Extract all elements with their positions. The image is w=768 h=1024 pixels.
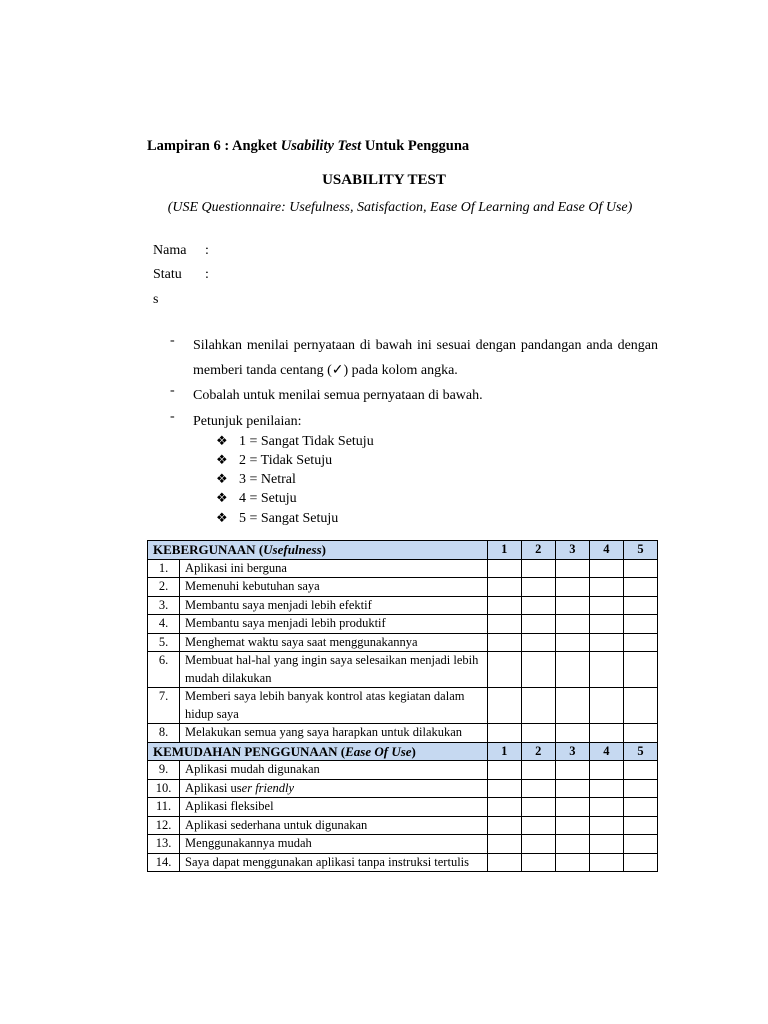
rating-cell[interactable] (521, 633, 555, 652)
document-subtitle: (USE Questionnaire: Usefulness, Satisfaction, Ease Of Learning and Ease Of Use) (167, 200, 633, 215)
statement-text: Membantu saya menjadi lebih efektif (185, 597, 372, 612)
instruction-text: Petunjuk penilaian: (193, 414, 302, 429)
diamond-bullet-icon: ❖ (216, 510, 228, 525)
rating-cell[interactable] (521, 688, 555, 724)
item-statement (180, 779, 488, 798)
table-row (148, 652, 658, 688)
scale-header: 4 (589, 742, 623, 761)
rating-cell[interactable] (521, 761, 555, 780)
rating-cell[interactable] (521, 835, 555, 854)
item-statement (180, 578, 488, 597)
rating-cell[interactable] (589, 559, 623, 578)
appendix-heading: Lampiran 6 : Angket Usability Test Untuk Pengguna (147, 138, 470, 154)
item-statement (180, 761, 488, 780)
table-row (148, 816, 658, 835)
table-row (148, 578, 658, 597)
rating-cell[interactable] (555, 559, 589, 578)
item-number: 4. (148, 615, 180, 634)
rating-cell[interactable] (589, 615, 623, 634)
rating-cell[interactable] (487, 652, 521, 688)
instruction-text: Cobalah untuk menilai semua pernyataan di bawah. (193, 388, 483, 403)
rating-cell[interactable] (555, 652, 589, 688)
scale-header: 1 (487, 742, 521, 761)
item-number: 14. (148, 853, 180, 872)
scale-text: 4 = Setuju (239, 491, 297, 506)
table-row (148, 615, 658, 634)
item-statement (180, 559, 488, 578)
scale-header: 3 (555, 541, 589, 560)
rating-cell[interactable] (555, 835, 589, 854)
rating-cell[interactable] (623, 761, 657, 780)
item-statement (180, 688, 488, 724)
rating-cell[interactable] (589, 633, 623, 652)
statement-text: Melakukan semua yang saya harapkan untuk dilakukan (185, 725, 463, 739)
section-title (148, 742, 488, 761)
rating-cell[interactable] (623, 688, 657, 724)
rating-cell[interactable] (589, 578, 623, 597)
rating-cell[interactable] (623, 578, 657, 597)
rating-cell[interactable] (555, 578, 589, 597)
rating-cell[interactable] (555, 779, 589, 798)
rating-cell[interactable] (521, 724, 555, 743)
item-statement (180, 652, 488, 688)
rating-cell[interactable] (589, 652, 623, 688)
item-number: 10. (148, 779, 180, 798)
rating-cell[interactable] (487, 816, 521, 835)
statement-italic: er friendly (241, 780, 295, 795)
rating-cell[interactable] (487, 559, 521, 578)
diamond-bullet-icon: ❖ (216, 490, 228, 505)
rating-cell[interactable] (521, 615, 555, 634)
rating-cell[interactable] (623, 559, 657, 578)
item-number: 9. (148, 761, 180, 780)
item-number: 3. (148, 596, 180, 615)
rating-cell[interactable] (623, 724, 657, 743)
scale-text: 5 = Sangat Setuju (239, 511, 339, 526)
diamond-bullet-icon: ❖ (216, 471, 228, 486)
scale-text: 2 = Tidak Setuju (239, 453, 333, 468)
rating-cell[interactable] (487, 724, 521, 743)
rating-cell[interactable] (487, 688, 521, 724)
document-title: USABILITY TEST (322, 172, 446, 188)
item-statement (180, 835, 488, 854)
rating-cell[interactable] (555, 724, 589, 743)
table-row (148, 559, 658, 578)
scale-header: 2 (521, 541, 555, 560)
scale-header: 1 (487, 541, 521, 560)
rating-cell[interactable] (487, 853, 521, 872)
rating-cell[interactable] (555, 853, 589, 872)
statement-text: Aplikasi fleksibel (185, 799, 274, 813)
rating-cell[interactable] (555, 633, 589, 652)
item-statement (180, 596, 488, 615)
questionnaire-table (147, 540, 658, 872)
dash-bullet: - (170, 409, 175, 424)
item-statement (180, 816, 488, 835)
name-label: Nama (153, 243, 187, 258)
rating-cell[interactable] (623, 835, 657, 854)
rating-cell[interactable] (487, 779, 521, 798)
item-number: 5. (148, 633, 180, 652)
rating-cell[interactable] (487, 798, 521, 817)
rating-cell[interactable] (589, 761, 623, 780)
diamond-bullet-icon: ❖ (216, 452, 228, 467)
section-header-row (148, 742, 658, 761)
scale-text: 3 = Netral (239, 472, 296, 487)
rating-cell[interactable] (623, 596, 657, 615)
table-row (148, 853, 658, 872)
scale-header: 4 (589, 541, 623, 560)
rating-cell[interactable] (521, 578, 555, 597)
rating-cell[interactable] (589, 798, 623, 817)
item-statement (180, 615, 488, 634)
instruction-text: Silahkan menilai pernyataan di bawah ini sesuai dengan pandangan anda dengan memberi tanda centang (✓) pada kolom angka. (193, 338, 658, 378)
statement-text: Membuat hal-hal yang ingin saya selesaikan menjadi lebih mudah dilakukan (185, 653, 479, 685)
statement-text: Aplikasi mudah digunakan (185, 762, 320, 776)
rating-cell[interactable] (555, 798, 589, 817)
item-statement (180, 853, 488, 872)
dash-bullet: - (170, 383, 175, 398)
section-title-end: ) (411, 743, 416, 759)
item-statement (180, 633, 488, 652)
rating-cell[interactable] (623, 652, 657, 688)
table-row (148, 779, 658, 798)
table-row (148, 596, 658, 615)
status-label: Statu (153, 267, 182, 282)
rating-cell[interactable] (623, 798, 657, 817)
rating-cell[interactable] (555, 596, 589, 615)
rating-cell[interactable] (623, 615, 657, 634)
rating-cell[interactable] (521, 816, 555, 835)
scale-header: 3 (555, 742, 589, 761)
statement-text: Aplikasi sederhana untuk digunakan (185, 817, 368, 832)
section-title-text: KEBERGUNAAN ( (153, 542, 264, 557)
scale-header: 5 (623, 541, 657, 560)
table-row (148, 835, 658, 854)
table-row (148, 798, 658, 817)
name-colon: : (205, 243, 209, 258)
rating-cell[interactable] (589, 816, 623, 835)
diamond-bullet-icon: ❖ (216, 433, 228, 448)
table-row (148, 724, 658, 743)
rating-cell[interactable] (555, 615, 589, 634)
item-number: 1. (148, 559, 180, 578)
scale-text: 1 = Sangat Tidak Setuju (239, 434, 374, 449)
statement-text: Membantu saya menjadi lebih produktif (185, 616, 386, 630)
table-row (148, 761, 658, 780)
rating-cell[interactable] (521, 779, 555, 798)
statement-text: Memenuhi kebutuhan saya (185, 579, 320, 593)
section-title-text: KEMUDAHAN PENGGUNAAN ( (153, 743, 346, 759)
rating-cell[interactable] (487, 835, 521, 854)
rating-cell[interactable] (555, 688, 589, 724)
rating-cell[interactable] (589, 724, 623, 743)
table-row (148, 688, 658, 724)
table-row (148, 633, 658, 652)
item-number: 13. (148, 835, 180, 854)
dash-bullet: - (170, 333, 175, 348)
section-header-row (148, 541, 658, 560)
rating-cell[interactable] (521, 853, 555, 872)
section-title-end: ) (321, 542, 327, 557)
rating-cell[interactable] (589, 779, 623, 798)
name-field (153, 243, 209, 259)
status-label-wrap: s (153, 292, 159, 307)
rating-cell[interactable] (487, 596, 521, 615)
item-number: 2. (148, 578, 180, 597)
rating-cell[interactable] (521, 652, 555, 688)
statement-text: Menggunakannya mudah (185, 836, 312, 850)
item-number: 7. (148, 688, 180, 724)
statement-text: Memberi saya lebih banyak kontrol atas kegiatan dalam hidup saya (185, 689, 465, 721)
rating-cell[interactable] (487, 578, 521, 597)
rating-cell[interactable] (487, 761, 521, 780)
rating-cell[interactable] (555, 816, 589, 835)
rating-cell[interactable] (521, 596, 555, 615)
item-number: 6. (148, 652, 180, 688)
item-number: 11. (148, 798, 180, 817)
scale-header: 5 (623, 742, 657, 761)
rating-cell[interactable] (487, 633, 521, 652)
status-colon: : (205, 267, 209, 282)
section-title-italic: Ease Of Use (345, 743, 412, 759)
questionnaire-body (148, 541, 658, 872)
scale-header: 2 (521, 742, 555, 761)
statement-text: Aplikasi us (185, 780, 242, 795)
item-statement (180, 798, 488, 817)
rating-cell[interactable] (589, 853, 623, 872)
rating-cell[interactable] (623, 853, 657, 872)
rating-cell[interactable] (589, 688, 623, 724)
rating-cell[interactable] (589, 596, 623, 615)
rating-cell[interactable] (521, 798, 555, 817)
section-title (148, 541, 488, 560)
rating-cell[interactable] (487, 615, 521, 634)
rating-cell[interactable] (623, 779, 657, 798)
section-title-italic: Usefulness (263, 542, 322, 557)
item-statement (180, 724, 488, 743)
rating-cell[interactable] (521, 559, 555, 578)
item-number: 8. (148, 724, 180, 743)
statement-text: Aplikasi ini berguna (185, 560, 287, 575)
statement-text: Menghemat waktu saya saat menggunakannya (185, 634, 418, 649)
status-field (153, 267, 209, 283)
statement-text: Saya dapat menggunakan aplikasi tanpa instruksi tertulis (185, 854, 470, 869)
rating-cell[interactable] (589, 835, 623, 854)
rating-cell[interactable] (623, 816, 657, 835)
item-number: 12. (148, 816, 180, 835)
rating-cell[interactable] (623, 633, 657, 652)
rating-cell[interactable] (555, 761, 589, 780)
